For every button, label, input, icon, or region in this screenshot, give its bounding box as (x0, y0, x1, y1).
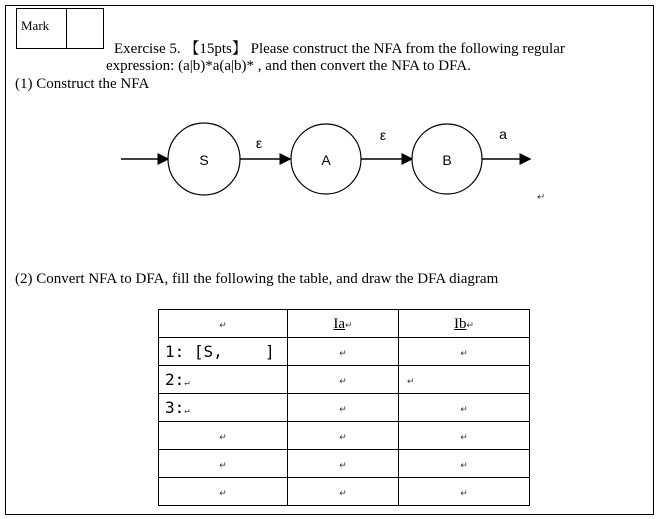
table-cell[interactable]: ↵ (288, 478, 399, 506)
table-cell[interactable]: ↵ (399, 394, 530, 422)
table-row (159, 338, 530, 366)
table-header-row (159, 310, 530, 338)
exercise-expression: expression: (a|b)*a(a|b)* , and then convert the NFA to DFA. (106, 58, 471, 74)
table-cell[interactable]: ↵ (399, 338, 530, 366)
table-cell[interactable]: ↵ (159, 450, 288, 478)
part1-title: (1) Construct the NFA (15, 76, 150, 92)
table-row (159, 450, 530, 478)
table-header-ia: Ia↵ (288, 310, 399, 338)
table-cell[interactable]: ↵ (159, 422, 288, 450)
table-row (159, 422, 530, 450)
table-cell[interactable]: ↵ (159, 310, 288, 338)
return-mark-icon: ↵ (537, 192, 546, 203)
table-cell[interactable]: ↵ (399, 422, 530, 450)
table-row3-label[interactable]: 3:↵ (159, 394, 288, 422)
table-cell[interactable]: ↵ (288, 338, 399, 366)
exercise-title: Exercise 5. 【15pts】 Please construct the NFA from the following regular (114, 41, 565, 57)
table-cell[interactable]: ↵ (159, 478, 288, 506)
table-cell[interactable]: ↵ (288, 422, 399, 450)
table-header-ib: Ib↵ (399, 310, 530, 338)
part2-title: (2) Convert NFA to DFA, fill the following the table, and draw the DFA diagram (15, 271, 499, 287)
table-cell[interactable]: ↵ (399, 450, 530, 478)
table-row (159, 366, 530, 394)
table-row (159, 394, 530, 422)
table-cell[interactable]: ↵ (288, 450, 399, 478)
edge-a-b-label: ε (379, 127, 387, 143)
state-s-label: S (199, 152, 209, 168)
table-row1-label[interactable]: 1: [S, ] (159, 338, 288, 366)
mark-label: Mark (21, 18, 50, 33)
state-a-label: A (321, 152, 331, 168)
table-cell[interactable]: ↵ (399, 478, 530, 506)
table-cell[interactable]: ↵ (288, 366, 399, 394)
table-cell[interactable]: ↵ (399, 366, 530, 394)
dfa-table (158, 309, 530, 506)
table-row (159, 478, 530, 506)
table-row2-label[interactable]: 2:↵ (159, 366, 288, 394)
edge-s-a-label: ε (255, 135, 263, 151)
table-cell[interactable]: ↵ (288, 394, 399, 422)
state-b-label: B (442, 152, 452, 168)
edge-b-out-label: a (499, 126, 507, 142)
